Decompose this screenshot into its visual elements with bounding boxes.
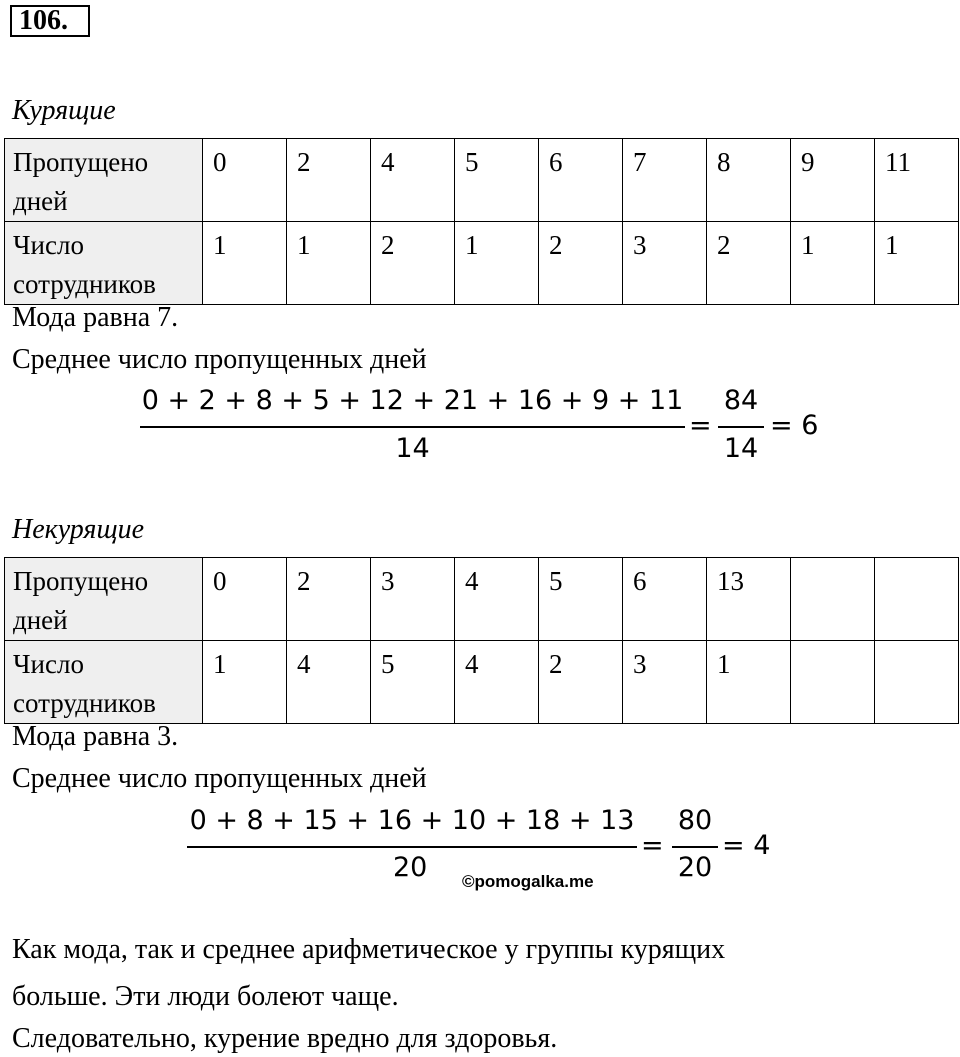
table-cell: 5 [539, 558, 623, 641]
smokers-result: = 6 [770, 410, 819, 441]
nonsmokers-table [4, 557, 959, 724]
row-label-employees: Число сотрудников [5, 222, 203, 305]
table-cell: 6 [623, 558, 707, 641]
table-cell: 2 [287, 139, 371, 222]
fraction-bar [672, 846, 718, 848]
smokers-mode: Мода равна 7. [12, 302, 179, 333]
table-cell: 13 [707, 558, 791, 641]
table-cell [875, 558, 959, 641]
fraction-bar [718, 426, 764, 428]
nonsmokers-numerator: 0 + 8 + 15 + 16 + 10 + 18 + 13 [189, 805, 635, 836]
nonsmokers-mode: Мода равна 3. [12, 721, 179, 752]
smokers-frac2-numerator: 84 [723, 385, 759, 416]
problem-number: 106. [10, 5, 90, 37]
nonsmokers-frac2-denominator: 20 [677, 852, 713, 883]
table-cell: 4 [371, 139, 455, 222]
table-cell: 3 [623, 222, 707, 305]
smokers-denominator: 14 [395, 433, 430, 464]
watermark: ©pomogalka.me [462, 872, 594, 891]
smokers-table [4, 138, 959, 305]
table-cell: 1 [455, 222, 539, 305]
table-cell: 6 [539, 139, 623, 222]
table-cell: 5 [455, 139, 539, 222]
nonsmokers-denominator: 20 [393, 852, 428, 883]
table-cell: 5 [371, 641, 455, 724]
table-cell: 3 [623, 641, 707, 724]
table-cell: 0 [203, 558, 287, 641]
table-cell: 7 [623, 139, 707, 222]
table-cell: 2 [539, 222, 623, 305]
table-cell [791, 558, 875, 641]
table-row [5, 222, 959, 305]
conclusion-line-1: Как мода, так и среднее арифметическое у группы курящих [12, 934, 726, 965]
smokers-mean-label: Среднее число пропущенных дней [12, 344, 427, 375]
nonsmokers-title: Некурящие [12, 514, 145, 545]
table-cell: 8 [707, 139, 791, 222]
table-cell: 0 [203, 139, 287, 222]
nonsmokers-result: = 4 [722, 830, 771, 861]
equals-sign: = [641, 830, 664, 861]
table-cell: 11 [875, 139, 959, 222]
table-cell: 2 [371, 222, 455, 305]
table-cell: 1 [287, 222, 371, 305]
table-cell: 1 [203, 222, 287, 305]
table-cell: 9 [791, 139, 875, 222]
fraction-bar [187, 846, 637, 848]
table-cell [791, 641, 875, 724]
table-cell [875, 641, 959, 724]
fraction-bar [140, 426, 685, 428]
nonsmokers-mean-label: Среднее число пропущенных дней [12, 763, 427, 794]
table-cell: 1 [203, 641, 287, 724]
row-label-days: Пропущено дней [5, 139, 203, 222]
table-cell: 1 [791, 222, 875, 305]
table-cell: 4 [287, 641, 371, 724]
smokers-frac2-denominator: 14 [723, 433, 759, 464]
conclusion-line-3: Следовательно, курение вредно для здоровья. [12, 1023, 558, 1054]
row-label-days: Пропущено дней [5, 558, 203, 641]
conclusion-line-2: больше. Эти люди болеют чаще. [12, 981, 399, 1012]
table-cell: 1 [875, 222, 959, 305]
table-cell: 4 [455, 558, 539, 641]
nonsmokers-frac2-numerator: 80 [677, 805, 713, 836]
table-cell: 4 [455, 641, 539, 724]
table-row [5, 641, 959, 724]
table-cell: 2 [707, 222, 791, 305]
table-cell: 2 [287, 558, 371, 641]
row-label-employees: Число сотрудников [5, 641, 203, 724]
table-row [5, 558, 959, 641]
smokers-numerator: 0 + 2 + 8 + 5 + 12 + 21 + 16 + 9 + 11 [141, 385, 684, 416]
table-cell: 2 [539, 641, 623, 724]
table-cell: 3 [371, 558, 455, 641]
equals-sign: = [689, 410, 712, 441]
smokers-title: Курящие [12, 95, 116, 126]
table-cell: 1 [707, 641, 791, 724]
table-row [5, 139, 959, 222]
